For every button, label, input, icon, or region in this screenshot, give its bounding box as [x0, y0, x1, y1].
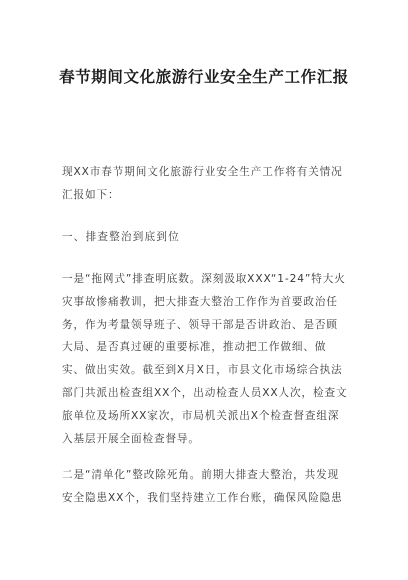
document-title: 春节期间文化旅游行业安全生产工作汇报	[59, 67, 349, 86]
body-paragraph: 一是“拖网式”排查明底数。深刻汲取XXX“1-24”特大火灾事故惨痛教训，把大排查大整治工作作为首要政治任务，作为考量领导班子、领导干部是否讲政治、是否顾大局、是否真过硬的重要标准，推动把工作做细、做实、做出实效。截至到X月X日，市县文化市场综合执法部门共派出检查组XX个，出动检查人员XX人次，检查文旅单位及场所XX家次，市局机关派出X个检查督查组深入基层开展全面检查督导。	[62, 273, 348, 445]
section-heading: 一、排查整治到底到位	[62, 231, 180, 243]
intro-paragraph: 现XX市春节期间文化旅游行业安全生产工作将有关情况汇报如下：	[62, 166, 343, 201]
body-paragraph: 二是“清单化”整改除死角。前期大排查大整治，共发现安全隐患XX个，我们坚持建立工作台账，确保风险隐患	[62, 469, 343, 504]
